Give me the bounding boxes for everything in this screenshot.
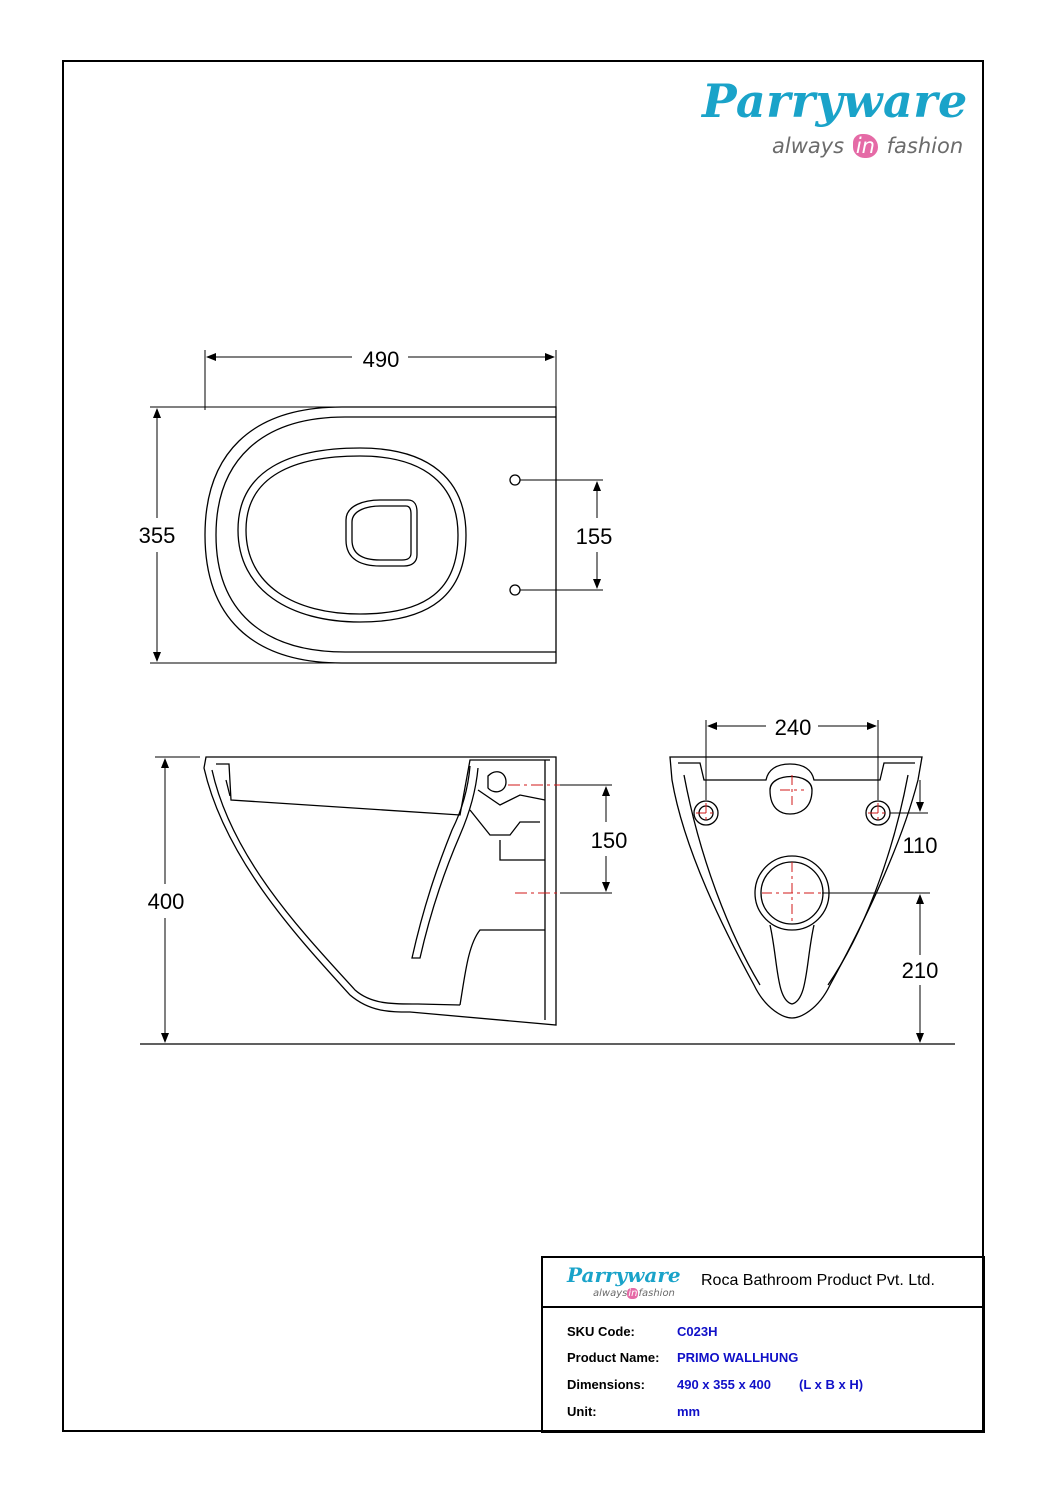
sku-label: SKU Code: <box>567 1324 635 1339</box>
product-name-label: Product Name: <box>567 1350 660 1365</box>
side-view <box>204 757 556 1025</box>
front-view-dimensions <box>706 720 930 1042</box>
front-view-centerlines <box>696 775 888 924</box>
title-block-logo-tagline <box>593 1288 675 1299</box>
dimensions-label: Dimensions: <box>567 1377 646 1392</box>
brand-logo: Parryware <box>702 74 968 128</box>
unit-value: mm <box>677 1404 701 1419</box>
product-name-value: PRIMO WALLHUNG <box>677 1350 799 1365</box>
side-view-dimensions <box>140 757 955 1044</box>
dim-490: 490 <box>362 347 400 372</box>
dim-400: 400 <box>147 889 185 914</box>
dim-355: 355 <box>138 523 176 548</box>
dim-150: 150 <box>590 828 628 853</box>
tb-tagline-post: fashion <box>638 1288 675 1299</box>
title-block-header <box>543 1258 983 1308</box>
tb-tagline-pre: always <box>593 1288 628 1299</box>
dimensions-format: (L x B x H) <box>799 1377 864 1392</box>
dim-155: 155 <box>575 524 613 549</box>
tb-tagline-highlight: in <box>628 1288 638 1299</box>
top-view <box>205 407 556 663</box>
title-block-logo: Parryware <box>567 1263 681 1287</box>
tagline-post: fashion <box>886 134 964 158</box>
dim-110: 110 <box>902 833 938 858</box>
company-name: Roca Bathroom Product Pvt. Ltd. <box>701 1272 935 1289</box>
side-view-centerlines <box>508 785 560 893</box>
tagline-pre: always <box>772 134 845 158</box>
sku-value: C023H <box>677 1324 718 1339</box>
unit-label: Unit: <box>567 1404 597 1419</box>
dim-210: 210 <box>901 958 939 983</box>
dim-240: 240 <box>774 715 812 740</box>
dimensions-value: 490 x 355 x 400 <box>677 1377 771 1392</box>
title-block <box>541 1256 985 1433</box>
tagline-highlight: in <box>853 134 878 158</box>
front-view <box>670 757 922 1018</box>
